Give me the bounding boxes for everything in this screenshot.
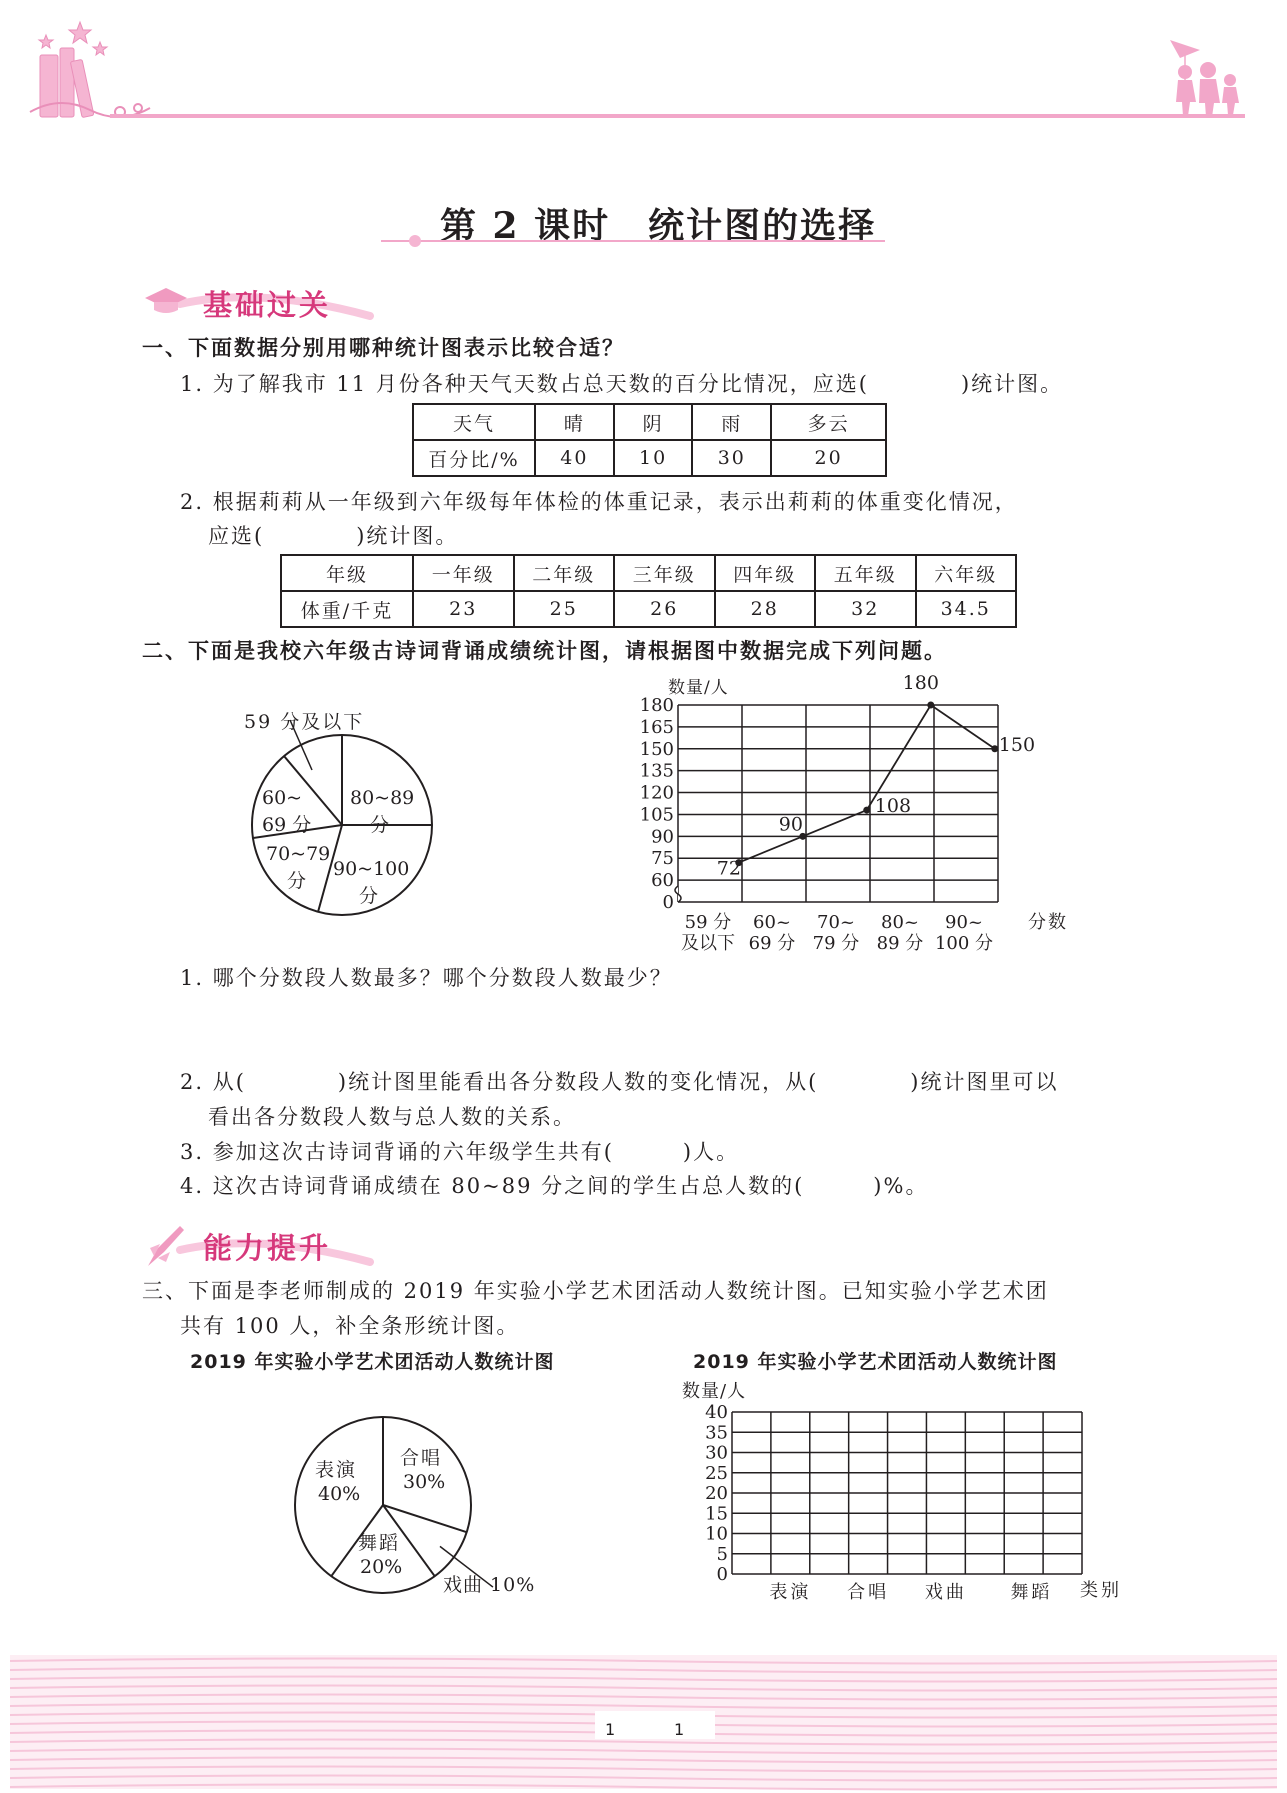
table-cell: 34.5 [916, 591, 1017, 627]
pie-label-choir: 合唱 [400, 1447, 443, 1469]
table-row [281, 555, 1016, 591]
table-cell: 一年级 [413, 555, 514, 591]
y-axis-label: 数量/人 [668, 678, 729, 698]
y-tick-label: 0 [662, 892, 674, 913]
table-cell: 二年级 [514, 555, 615, 591]
title-underline [375, 232, 885, 244]
x-tick-label: 79 分 [812, 933, 860, 954]
section-title-basic: 基础过关 [203, 288, 332, 322]
header-decoration [0, 0, 1287, 130]
pie-label-90a: 90~100 [333, 858, 410, 880]
x-tick-label: 合唱 [847, 1582, 890, 1603]
table-cell: 六年级 [916, 555, 1017, 591]
series-line [739, 705, 995, 863]
table-cell: 32 [815, 591, 916, 627]
y-tick-label: 35 [705, 1422, 728, 1444]
y-tick-label: 90 [651, 826, 674, 848]
page-number-left: 1 [605, 1720, 616, 1739]
x-tick-label: 69 分 [748, 933, 796, 954]
table-cell: 25 [514, 591, 615, 627]
table-cell: 20 [771, 440, 886, 476]
table-cell: 三年级 [614, 555, 715, 591]
x-tick-label: 80~ [881, 912, 919, 933]
y-tick-label: 165 [639, 716, 674, 738]
data-label: 90 [778, 813, 803, 836]
section-title-advanced: 能力提升 [203, 1231, 332, 1265]
table-cell: 天气 [413, 404, 535, 440]
q1-item2-line2: 应选( )统计图。 [208, 524, 459, 548]
table-cell: 10 [614, 440, 693, 476]
pie-label-59: 59 分及以下 [244, 711, 365, 733]
pie-label-70a: 70~79 [266, 843, 331, 865]
x-tick-label: 表演 [769, 1582, 812, 1603]
x-tick-label: 70~ [817, 912, 855, 933]
graduation-cap-icon [145, 288, 187, 313]
q2-sub1: 1. 哪个分数段人数最多？哪个分数段人数最少？ [180, 966, 673, 990]
data-label: 72 [716, 857, 741, 880]
data-label: 108 [874, 795, 912, 818]
table-cell: 多云 [771, 404, 886, 440]
x-tick-label: 59 分 [684, 912, 732, 933]
data-point [927, 702, 934, 709]
q2-heading: 二、下面是我校六年级古诗词背诵成绩统计图，请根据图中数据完成下列问题。 [142, 639, 947, 663]
q2-sub4: 4. 这次古诗词背诵成绩在 80~89 分之间的学生占总人数的( )%。 [180, 1174, 929, 1198]
y-tick-label: 0 [716, 1564, 728, 1585]
y-tick-label: 60 [651, 870, 674, 892]
q3-pie-title: 2019 年实验小学艺术团活动人数统计图 [190, 1351, 555, 1373]
q3-bar-title: 2019 年实验小学艺术团活动人数统计图 [693, 1351, 1058, 1373]
q3-bar-chart [680, 1372, 1122, 1603]
x-tick-label: 89 分 [876, 933, 924, 954]
x-tick-label: 及以下 [681, 933, 735, 954]
page-number-right: 1 [674, 1720, 685, 1739]
q1-heading: 一、下面数据分别用哪种统计图表示比较合适？ [142, 336, 625, 360]
axis-break [675, 886, 681, 902]
pie-label-90b: 分 [359, 885, 379, 907]
q3-pie-svg [290, 1405, 590, 1605]
table-row [413, 440, 886, 476]
footer-stripes [10, 1655, 1277, 1789]
y-tick-label: 20 [705, 1483, 728, 1504]
pie-label-80a: 80~89 [350, 787, 415, 809]
pie-label-choir-pct: 30% [403, 1471, 446, 1493]
q2-sub2-line2: 看出各分数段人数与总人数的关系。 [208, 1105, 576, 1129]
x-tick-label: 60~ [753, 912, 791, 933]
q3-heading-line1: 三、下面是李老师制成的 2019 年实验小学艺术团活动人数统计图。已知实验小学艺术团 [142, 1279, 1049, 1303]
x-tick-label: 舞蹈 [1010, 1582, 1053, 1603]
pie-label-perf-pct: 40% [318, 1483, 361, 1505]
page-title: 第 2 课时 统计图的选择 [440, 205, 877, 247]
y-tick-label: 135 [639, 760, 674, 782]
table-cell: 年级 [281, 555, 413, 591]
x-tick-label: 90~ [945, 912, 983, 933]
data-point [991, 745, 998, 752]
y-tick-label: 75 [651, 848, 674, 870]
table-cell: 阴 [614, 404, 693, 440]
table-cell: 五年级 [815, 555, 916, 591]
pie-label-dance: 舞蹈 [358, 1532, 401, 1554]
footer-band [10, 1655, 1277, 1789]
table-cell: 23 [413, 591, 514, 627]
data-point [863, 807, 870, 814]
pie-label-60b: 69 分 [262, 814, 312, 836]
pie-label-dance-pct: 20% [360, 1556, 403, 1578]
pie-label-opera: 戏曲 10% [443, 1574, 536, 1596]
y-tick-label: 180 [639, 695, 674, 716]
q1-item1: 1. 为了解我市 11 月份各种天气天数占总天数的百分比情况，应选( )统计图。 [180, 372, 1064, 396]
y-axis-label: 数量/人 [682, 1381, 747, 1402]
header-ornament [0, 0, 1287, 130]
q1-item2-line1: 2. 根据莉莉从一年级到六年级每年体检的体重记录，表示出莉莉的体重变化情况， [180, 490, 1018, 514]
y-tick-label: 10 [705, 1523, 728, 1545]
table-cell: 40 [535, 440, 614, 476]
pie-label-80b: 分 [370, 814, 390, 836]
data-label: 180 [902, 672, 939, 694]
y-tick-label: 105 [639, 804, 674, 826]
y-tick-label: 40 [705, 1402, 728, 1423]
weather-table [412, 403, 887, 477]
q2-line-svg [639, 665, 1068, 965]
q3-pie-chart [290, 1405, 590, 1605]
table-cell: 26 [614, 591, 715, 627]
y-tick-label: 15 [705, 1503, 728, 1525]
y-tick-label: 120 [639, 782, 674, 804]
table-cell: 30 [692, 440, 771, 476]
q2-line-chart [639, 665, 1068, 965]
y-tick-label: 150 [639, 738, 674, 760]
y-tick-label: 30 [705, 1442, 728, 1464]
table-cell: 百分比/% [413, 440, 535, 476]
data-label: 150 [998, 733, 1036, 756]
rocket-icon [148, 1226, 184, 1266]
table-row [413, 404, 886, 440]
table-cell: 雨 [692, 404, 771, 440]
x-axis-label: 类别 [1080, 1580, 1122, 1601]
table-cell: 四年级 [715, 555, 816, 591]
y-tick-label: 5 [716, 1543, 728, 1565]
weight-table [280, 554, 1017, 628]
table-cell: 28 [715, 591, 816, 627]
table-row [281, 591, 1016, 627]
pie-label-60a: 60~ [262, 787, 303, 809]
q3-bar-svg [680, 1372, 1122, 1603]
x-tick-label: 戏曲 [924, 1582, 967, 1603]
x-axis-label: 分数 [1028, 912, 1068, 933]
table-cell: 体重/千克 [281, 591, 413, 627]
x-tick-label: 100 分 [934, 933, 994, 954]
q2-sub2-line1: 2. 从( )统计图里能看出各分数段人数的变化情况，从( )统计图里可以 [180, 1070, 1059, 1094]
y-tick-label: 25 [705, 1462, 728, 1484]
table-cell: 晴 [535, 404, 614, 440]
q2-sub3: 3. 参加这次古诗词背诵的六年级学生共有( )人。 [180, 1140, 740, 1164]
pie-label-70b: 分 [287, 870, 307, 892]
q3-heading-line2: 共有 100 人，补全条形统计图。 [180, 1314, 520, 1338]
pie-label-perf: 表演 [315, 1459, 358, 1481]
